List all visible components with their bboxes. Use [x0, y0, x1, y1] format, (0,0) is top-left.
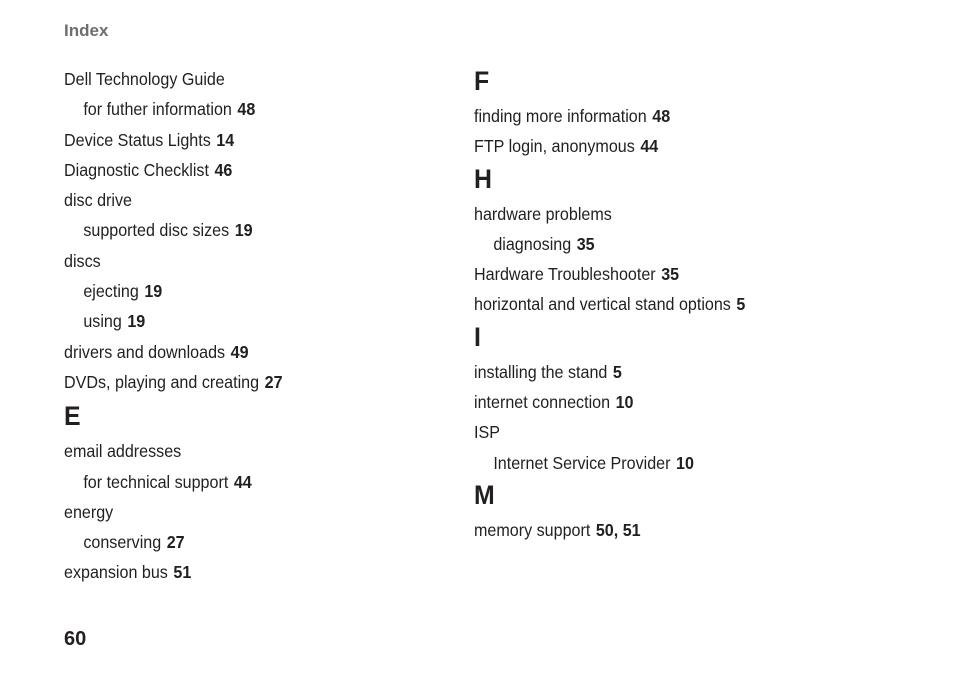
index-term: FTP login, anonymous — [474, 136, 635, 157]
index-term: using — [83, 311, 122, 332]
index-page-ref: 10 — [615, 392, 634, 413]
index-entry — [474, 199, 860, 229]
index-term: drivers and downloads — [64, 341, 226, 362]
index-column-left — [64, 64, 444, 588]
index-page-ref: 27 — [264, 371, 283, 392]
index-term: hardware problems — [474, 203, 612, 224]
index-term: Device Status Lights — [64, 129, 211, 150]
index-page-ref: 19 — [144, 281, 163, 302]
index-page-ref: 19 — [127, 311, 146, 332]
index-term: discs — [64, 250, 101, 271]
index-term: Hardware Troubleshooter — [474, 264, 656, 285]
index-section-letter: M — [474, 479, 495, 510]
index-entry — [474, 417, 860, 447]
index-page-ref: 14 — [216, 129, 235, 150]
index-entry — [64, 185, 414, 215]
index-entry — [474, 515, 860, 545]
index-entry — [64, 125, 414, 155]
index-entry — [64, 497, 414, 527]
index-column-right — [474, 64, 894, 545]
index-term: expansion bus — [64, 562, 168, 583]
index-entry — [64, 367, 414, 397]
index-subentry — [474, 229, 860, 259]
index-page-ref: 51 — [173, 562, 192, 583]
index-page-ref: 48 — [652, 106, 671, 126]
index-page-ref: 35 — [576, 233, 595, 254]
index-term: DVDs, playing and creating — [64, 371, 260, 392]
index-term: for futher information — [83, 99, 232, 120]
index-subentry — [64, 306, 414, 336]
index-term: conserving — [83, 532, 162, 553]
index-entry — [64, 557, 414, 587]
index-page-ref: 44 — [233, 471, 252, 492]
index-entry — [474, 357, 860, 387]
index-entry — [474, 101, 860, 131]
index-entry — [64, 64, 414, 94]
index-subentry — [64, 215, 414, 245]
index-page-ref: 48 — [237, 99, 256, 120]
index-term: for technical support — [83, 471, 229, 492]
index-page-ref: 27 — [166, 532, 185, 553]
index-term: Diagnostic Checklist — [64, 159, 209, 180]
index-term: Dell Technology Guide — [64, 69, 225, 89]
index-term: ISP — [474, 422, 500, 443]
page-header: Index — [64, 21, 109, 40]
index-entry — [64, 436, 414, 466]
index-page-ref: 49 — [230, 341, 249, 362]
index-entry — [474, 131, 860, 161]
index-term: disc drive — [64, 190, 133, 211]
index-subentry — [64, 94, 414, 124]
index-section-letter: H — [474, 163, 492, 194]
index-subentry — [64, 527, 414, 557]
index-entry — [474, 259, 860, 289]
index-term: installing the stand — [474, 361, 608, 382]
index-term: finding more information — [474, 106, 647, 126]
index-subentry — [64, 467, 414, 497]
index-term: supported disc sizes — [83, 220, 230, 241]
index-term: energy — [64, 501, 114, 522]
index-subentry — [64, 276, 414, 306]
index-term: ejecting — [83, 281, 139, 302]
index-term: email addresses — [64, 441, 182, 462]
index-subentry — [474, 448, 860, 478]
index-entry — [474, 387, 860, 417]
index-page-ref: 50, 51 — [595, 519, 641, 540]
index-page-ref: 44 — [640, 136, 659, 157]
index-term: internet connection — [474, 392, 611, 413]
index-entry — [64, 155, 414, 185]
index-term: memory support — [474, 519, 591, 540]
index-section-letter: F — [474, 66, 490, 96]
index-page-ref: 5 — [736, 294, 746, 315]
index-page-ref: 10 — [676, 452, 694, 473]
page-number: 60 — [64, 628, 87, 650]
index-entry — [64, 246, 414, 276]
index-page-ref: 46 — [214, 159, 233, 180]
index-section-letter: E — [64, 401, 81, 432]
index-term: horizontal and vertical stand options — [474, 294, 731, 315]
index-term: diagnosing — [493, 233, 572, 254]
index-term: Internet Service Provider — [493, 452, 671, 473]
index-page-ref: 5 — [612, 361, 622, 382]
index-section-letter: I — [474, 321, 481, 352]
index-entry — [474, 289, 860, 319]
index-page-ref: 35 — [661, 264, 680, 285]
index-page-ref: 19 — [234, 220, 253, 241]
index-entry — [64, 337, 414, 367]
